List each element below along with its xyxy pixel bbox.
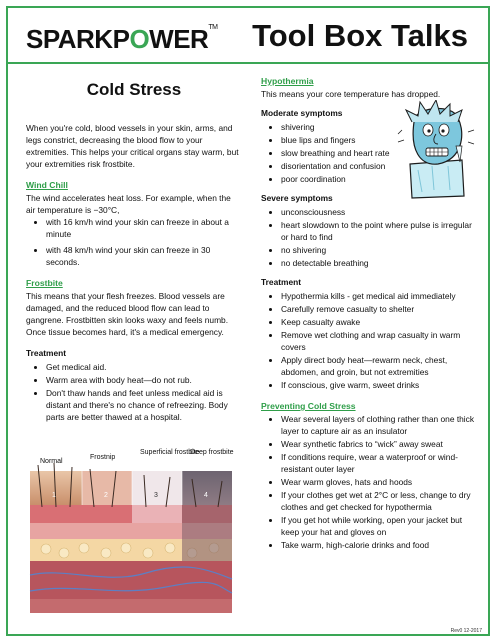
hypothermia-text: This means your core temperature has dropped. [261,89,441,99]
list-item: • If conscious, give warm, sweet drinks [281,379,476,391]
page-title: Tool Box Talks [252,18,468,53]
list-item: • Apply direct body heat—rewarm neck, chest, abdomen, and groin, but not extremities [281,354,476,378]
label-frostnip: Frostnip [90,454,116,461]
hypothermia-heading: Hypothermia [261,76,314,86]
number-4: 4 [204,492,208,499]
list-item: • with 48 km/h wind your skin can freeze in 30 seconds. [46,244,242,268]
frostbite-skin-diagram [26,445,236,615]
frostbite-treatment-list [26,361,242,423]
list-item: • heart slowdown to the point where pulse is irregular or hard to find [281,219,476,243]
label-normal: Normal [40,458,63,465]
list-item: • poor coordination [281,173,406,185]
frostnip-skin-surface [82,471,132,505]
label-deep-frostbite: Deep frostbite [190,449,234,456]
list-item: • Hypothermia kills - get medical aid immediately [281,290,476,302]
sparkpower-logo: SPARKPOWER™ [26,24,218,54]
list-item: • Warm area with body heat—do not rub. [46,374,242,386]
label-superficial-frostbite: Superficial frostbite [140,449,200,456]
severe-symptoms-heading: Severe symptoms [261,193,333,203]
list-item: • Remove wet clothing and wrap casualty in warm covers [281,329,476,353]
wind-chill-heading: Wind Chill [26,180,68,190]
list-item: • no shivering [281,244,476,256]
frostbite-text: This means that your flesh freezes. Blood vessels are damaged, and the reduced blood flow can lead to gangrene. Frostbitten skin looks waxy and feels numb. Once tissue becomes hard, it's a medical emergency. [26,291,229,337]
list-item: • If conditions require, wear a waterproof or wind-resistant outer layer [281,451,476,475]
list-item: • Wear synthetic fabrics to “wick” away sweat [281,438,476,450]
hypothermia-treatment-list [261,290,476,391]
hypothermia-treatment-heading: Treatment [261,277,302,287]
list-item: • slow breathing and heart rate [281,147,406,159]
list-item: • If your clothes get wet at 2°C or less, change to dry clothes and get checked for hypothermia [281,489,476,513]
list-item: • shivering [281,121,406,133]
list-item: • Carefully remove casualty to shelter [281,303,476,315]
left-column [26,76,242,424]
frostbite-heading: Frostbite [26,278,63,288]
list-item: • Don't thaw hands and feet unless medical aid is distant and there's no chance of refreezing. Body parts are better thawed at a hospital. [46,387,242,423]
list-item: • Wear several layers of clothing rather than one thick layer to capture air as an insulator [281,413,476,437]
moderate-symptoms-list [261,121,406,185]
list-item: • disorientation and confusion [281,160,406,172]
number-1: 1 [52,492,56,499]
list-item: • blue lips and fingers [281,134,406,146]
list-item: • unconsciousness [281,206,476,218]
moderate-symptoms-heading: Moderate symptoms [261,108,343,118]
list-item: • If you get hot while working, open your jacket but keep your hat and gloves on [281,514,476,538]
wind-chill-list [26,216,242,268]
deep-frostbite-surface [182,471,232,505]
superficial-damage-overlay [132,505,182,523]
number-2: 2 [104,492,108,499]
list-item: • Keep casualty awake [281,316,476,328]
deep-layer [30,599,232,613]
preventing-cold-stress-heading: Preventing Cold Stress [261,401,356,411]
list-item: • Wear warm gloves, hats and hoods [281,476,476,488]
intro-paragraph: When you're cold, blood vessels in your skin, arms, and legs constrict, decreasing the blood flow to your extremities. This helps your critical organs stay warm, but your extremities risk frostbite. [26,123,239,169]
preventing-cold-stress-list [261,413,476,551]
list-item: • Take warm, high-calorie drinks and food [281,539,476,551]
frostbite-treatment-heading: Treatment [26,348,67,358]
severe-symptoms-list [261,206,476,269]
number-3: 3 [154,492,158,499]
list-item: • Get medical aid. [46,361,242,373]
wind-chill-text: The wind accelerates heat loss. For example, when the air temperature is −30°C, [26,193,231,215]
muscle-layer [30,561,232,599]
frozen-person-illustration [392,100,478,200]
document-title: Cold Stress [86,80,182,99]
header-rule [6,62,490,64]
revision-label: Rev0 12-2017 [450,628,482,634]
superficial-frostbite-surface [132,471,182,505]
list-item: • with 16 km/h wind your skin can freeze in about a minute [46,216,242,240]
list-item: • no detectable breathing [281,257,476,269]
deep-damage-overlay [182,505,232,561]
